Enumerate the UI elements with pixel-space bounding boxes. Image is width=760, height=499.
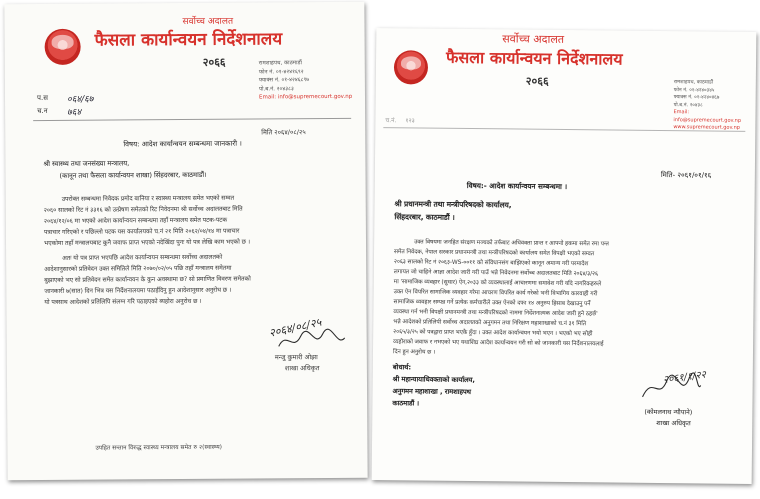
body-line: २०६५/३/२५ को पत्रद्वारा प्राप्त भएकै हुँदा । उक्त आदेश कार्यान्वयन भयो भएन । भएको भए सोही [393,329,593,338]
chalani-value: ७६४ [67,107,82,118]
body-line: बुझाएको भए सो प्रतिवेदन समेत कार्यान्वयन के कुन अवस्थामा छ? सो प्रमाणित विवरण समेतको [44,275,251,284]
bodhartha-line: श्री महान्यायाधिवक्ताको कार्यालय, [392,375,475,385]
body-line: आदेशानुसारको प्रतिवेदन उक्त समितिले मिति २०७०/०२/०५ पछि तहाँ मन्त्रालय समेतमा [44,264,232,273]
recipient-line: सिंहदरबार, काठमाडौं । [394,212,455,222]
body-line: भन्ने आदेशको प्रतिलिपी सर्वोच्च अदालतको अनुगमन तथा निरिक्षण महाशाखाको च.नं ३१ मिति [393,319,587,328]
body-line: उपरोक्त सम्बन्धमा निवेदक प्रमोद बानिया र स्वास्थ्य मन्त्रालय समेत भएको सम्वत [61,194,235,203]
bodhartha-line: काठमाडौं । [392,399,419,408]
address-line: फोन नं. ०१-४२४१६९२ [258,68,304,75]
body-line: जानकारी ७(सात) दिन भित्र यस निर्देशनालयमा पठाईदिनु हुन आदेशानुसार अनुरोध छ । [44,286,232,295]
bodhartha-label: बोधार्थ: [392,363,412,372]
chalani-value: १२३ [405,117,415,125]
address-line: Email: info@supremecourt.gov.np [673,109,742,124]
address-block [673,79,756,132]
office-title: फैसला कार्यान्वयन निर्देशनालय [445,47,623,69]
recipient-line: श्री प्रधानमन्त्री तथा मन्त्रीपरिषदको कार्यालय, [394,199,512,210]
patra-label: प.स [36,93,48,103]
body-line: यो पत्रसाथ आदेशको प्रतिलिपि संलग्न गरि पठाइएको ब्यहोरा अनुरोध छ । [44,297,202,306]
letterhead-year: २०६६ [525,74,549,88]
address-line: Email: info@supremecourt.gov.np [258,93,353,101]
address-line: रामशाहपथ, काठमाडौं [258,60,302,67]
office-title: फैसला कार्यान्वयन निर्देशनालय [94,29,283,51]
footer-note: उपहित सन्तान विरुद्ध स्वास्थ्य मन्त्रालय समेत रु २(स्वास्थ्य) [95,443,223,452]
letter-date: मिति २०६४/०८/२५ [261,128,306,137]
address-line: फ्याक्स नं. ०१-४२४६८९७ [258,77,310,84]
nepal-emblem-icon [45,29,81,65]
chalani-label: च.नं. [385,117,397,125]
address-line: फ्याक्स नं. ०१-४२४०४६७ [673,94,720,101]
letterhead-divider [33,118,351,121]
letter-subject: विषय: आदेश कार्यान्वयन सम्बन्धमा जानकारी । [123,139,242,149]
recipient-line: (कानून तथा फैसला कार्यान्वयन शाखा) सिंहदरबार, काठमाडौं। [59,170,207,180]
address-line: पो.ब.नं. २०४३८३ [258,85,294,92]
body-line: भएकोमा तहाँ मन्त्रालयबाट कुनै जवाफ प्राप्त भएको नदेखिंदा पुनः यो पत्र लेखि काम भएको छ । [43,238,251,247]
body-line: अतः यो पत्र प्राप्त भएपछि आदेश कार्यान्वयन सम्बन्धमा सर्वोच्च अदालतको [62,253,223,262]
right-letter [372,28,757,484]
chalani-label: च.न [37,106,48,116]
court-name: सर्वोच्च अदालत [502,32,565,46]
body-line: उक्त विषयमा जनहित संरक्षण मञ्चको तर्फबाट अधिवक्ता प्रान्त र आफ्नो हकमा समेत रमा पन्त [414,239,609,248]
bodhartha-line: अनुगमन महाशाखा , रामशाहपथ [392,387,471,397]
body-line: २०६३ सालको रिट नं २०६३-WS-००११ को संविधानसंग बाझिएको कानून अमान्य गरी परमादेश [393,259,589,268]
body-line: उक्त ऐन विपरित सामाजिक व्यवहार गरेमा आचरण विपरित कार्य गरेको भनी विभागिय कारवाही गरी [393,289,598,298]
body-line: मा 'सामाजिक व्यवहार (सुधार) ऐन,२०३३ को व्यवस्थालाई आचारणमा समावेश गरी यदि नागरिकहरुले [393,279,602,288]
address-block [259,59,353,102]
signer-name: मन्जु कुमारी ओझा [274,353,318,362]
address-line: रामशाहपथ, काठमाडौं [673,79,714,86]
body-line: २०६० सालको रिट नं ३३१६ को उत्प्रेषण समेतको रिट निवेदनमा श्री सर्वोच्च अदालतबाट मिति [43,205,243,214]
nepal-emblem-icon [394,50,428,84]
signer-name: (कोमलनाथ न्यौपाने) [644,407,693,417]
signer-title: शाखा अधिकृत [284,364,320,373]
letterhead-year: २०६६ [202,55,226,69]
court-name: सर्वोच्च अदालत [182,16,234,28]
address-line: फोन नं. ०१-४२४०३४५ [673,86,715,94]
body-line: सामाजिक व्यवहार सम्पन्न गर्ने प्रत्येक कर्मचारीले उक्त ऐनको दफा १४ अनुरुप हिसाब देखाउनु पर्ने [393,299,591,308]
signer-title: शाखा अधिकृत [656,418,691,428]
body-line: पत्राचार गरिएको र पछिल्लो पटक यस कार्यालयको च.नं २१ मिति २०६२/०४/१४ मा पत्राचार [43,227,240,236]
letter-date: मिति- २०६१/०१/१६ [660,171,712,180]
body-line: व्यहोराको जवाफ र नभएको भए यथाशिघ्र आदेश कार्यान्वयन गरी सो को जानकारी यस निर्देशनालयलाई [393,339,604,348]
body-line: व्यवस्था गर्न भनी विपक्षी प्रधानमन्त्री तथा मन्त्रीपरिषदको नाममा निर्देशनात्मक आदेश जारी हुने ठहर्छ' [393,309,598,318]
body-line: दिन हुन अनुरोध छ । [392,349,436,356]
signature-scribble-icon [277,328,347,354]
body-line: समेत निवेदक, नेपाल सरकार प्रधानमन्त्री तथा मन्त्रीपरिषदको कार्यालय समेत विपक्षी भएको सम्वत [393,249,595,258]
body-line: लगायत जो चाहिने आज्ञा आदेश जारी गरी पाउँ भन्ने निवेदनमा सर्वोच्च अदालतबाट मिति २०६४/३/२६ [393,269,599,278]
handwritten-signature-date: २०६४/०८/२५ [267,315,323,340]
patra-value: ०६४/६७ [66,94,94,105]
handwritten-signature-date: २०६१/१/२२ [662,369,707,386]
letter-subject: विषय:- आदेश कार्यान्वयन सम्बन्धमा । [466,180,568,192]
address-line: www.supremecourt.gov.np [673,124,741,131]
body-line: २०६४/१२/०६ मा भएको आदेश कार्यान्वयन सम्बन्धमा तहाँ मन्त्रालय समेत पटक-पटक [43,216,227,225]
recipient-line: श्री स्वास्थ्य तथा जनसंख्या मन्त्रालय, [43,159,130,168]
signature-scribble-icon [638,371,702,404]
address-line: पो.ब.नं. २०४३८ [673,101,703,108]
left-letter [4,2,367,481]
